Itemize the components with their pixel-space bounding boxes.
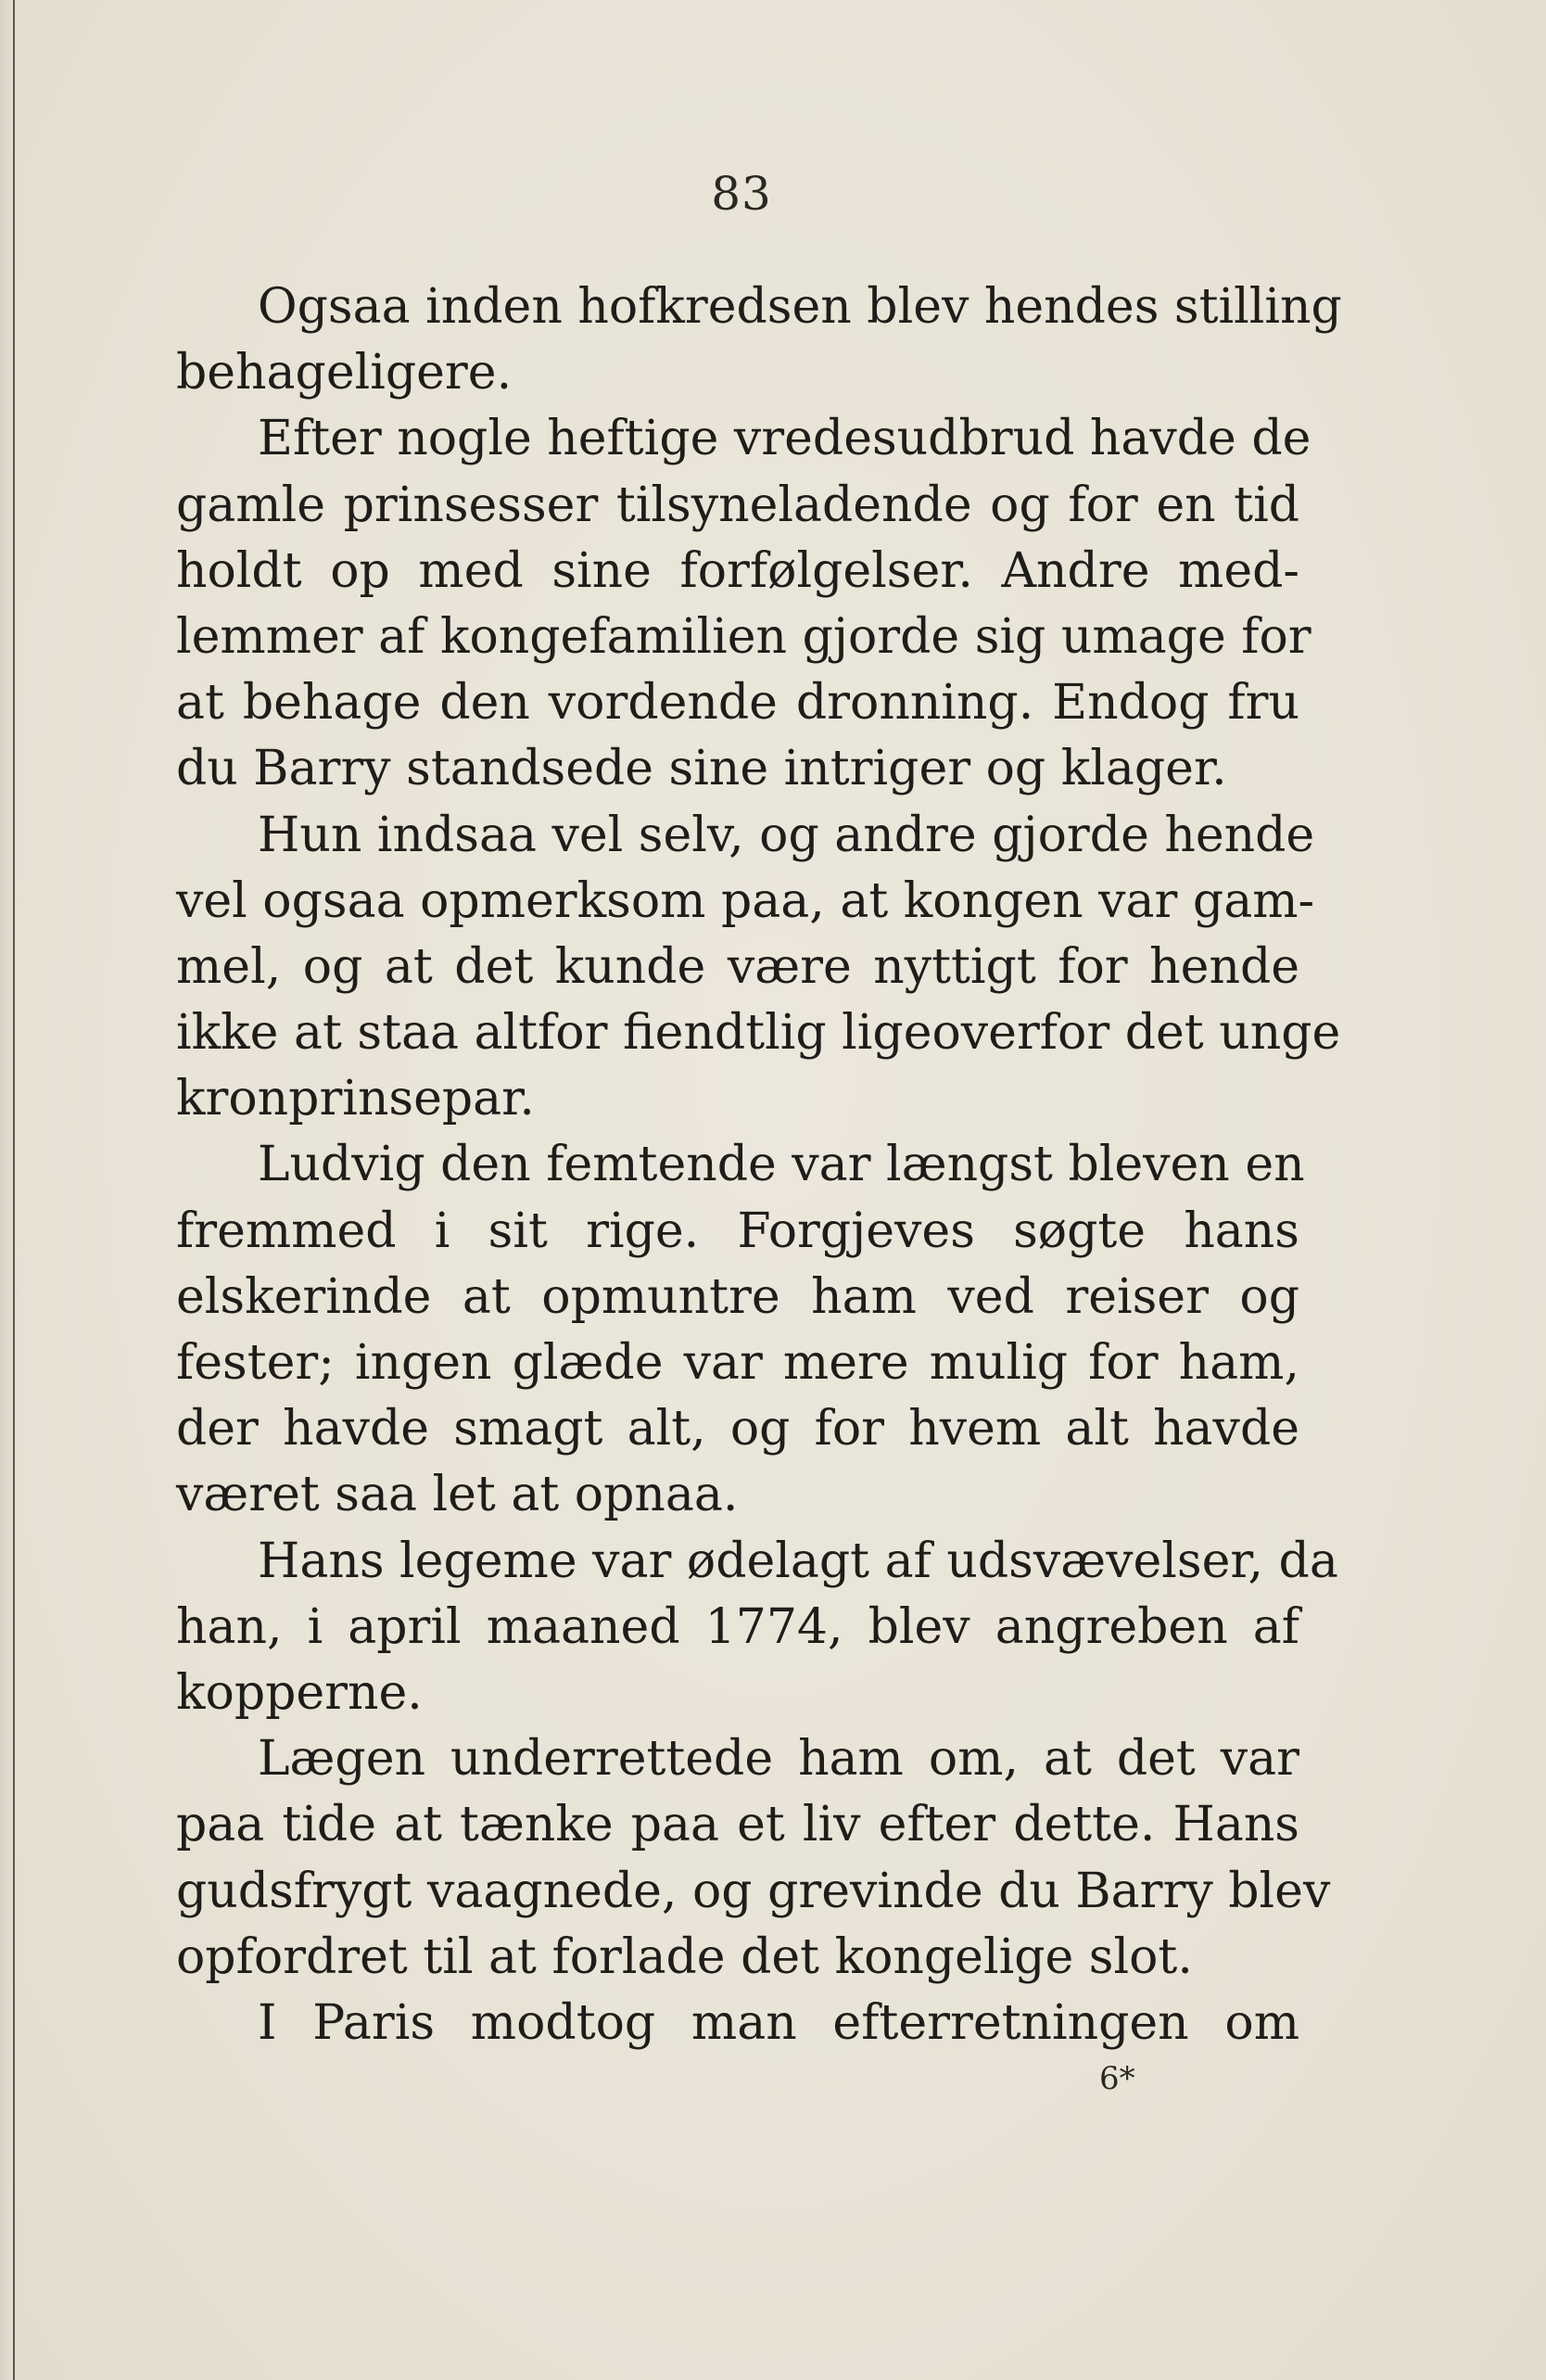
text-line: Ludvig den femtende var længst bleven en bbox=[258, 1137, 1305, 1193]
text-line: kopperne. bbox=[176, 1664, 423, 1721]
text-line: der havde smagt alt, og for hvem alt havde bbox=[176, 1401, 1299, 1457]
text-line: mel, og at det kunde være nyttigt for hende bbox=[176, 938, 1299, 995]
text-line: lemmer af kongefamilien gjorde sig umage for bbox=[176, 608, 1312, 665]
binding-edge bbox=[0, 0, 15, 2380]
body-text bbox=[176, 274, 1342, 2056]
text-line: Hun indsaa vel selv, og andre gjorde hende bbox=[258, 807, 1315, 863]
text-line: han, i april maaned 1774, blev angreben af bbox=[176, 1598, 1299, 1655]
text-line: gudsfrygt vaagnede, og grevinde du Barry blev bbox=[176, 1863, 1331, 1919]
text-line: Efter nogle heftige vredesudbrud havde de bbox=[258, 411, 1312, 467]
text-line: Ogsaa inden hofkredsen blev hendes stilling bbox=[258, 279, 1342, 335]
text-line: fremmed i sit rige. Forgjeves søgte hans bbox=[176, 1203, 1299, 1259]
text-line: vel ogsaa opmerksom paa, at kongen var gam- bbox=[176, 872, 1315, 929]
text-line: du Barry standsede sine intriger og klager. bbox=[176, 741, 1227, 797]
text-line: Hans legeme var ødelagt af udsvævelser, da bbox=[258, 1533, 1338, 1589]
text-line: I Paris modtog man efterretningen om bbox=[258, 1994, 1299, 2051]
text-line: holdt op med sine forfølgelser. Andre med- bbox=[176, 542, 1299, 599]
text-line: elskerinde at opmuntre ham ved reiser og bbox=[176, 1268, 1299, 1325]
text-line: været saa let at opnaa. bbox=[176, 1467, 739, 1523]
text-line: Lægen underrettede ham om, at det var bbox=[258, 1731, 1299, 1788]
text-line: ikke at staa altfor fiendtlig ligeoverfor det unge bbox=[176, 1005, 1341, 1062]
text-line: at behage den vordende dronning. Endog fru bbox=[176, 675, 1299, 732]
text-line: gamle prinsesser tilsyneladende og for en tid bbox=[176, 477, 1299, 533]
signature-mark: 6* bbox=[1099, 2060, 1135, 2097]
text-line: paa tide at tænke paa et liv efter dette. Hans bbox=[176, 1797, 1299, 1853]
text-line: fester; ingen glæde var mere mulig for ham, bbox=[176, 1335, 1299, 1391]
text-line: opfordret til at forlade det kongelige slot. bbox=[176, 1928, 1193, 1985]
text-line: kronprinsepar. bbox=[176, 1071, 535, 1127]
page-number: 83 bbox=[711, 167, 772, 221]
text-line: behageligere. bbox=[176, 345, 513, 401]
